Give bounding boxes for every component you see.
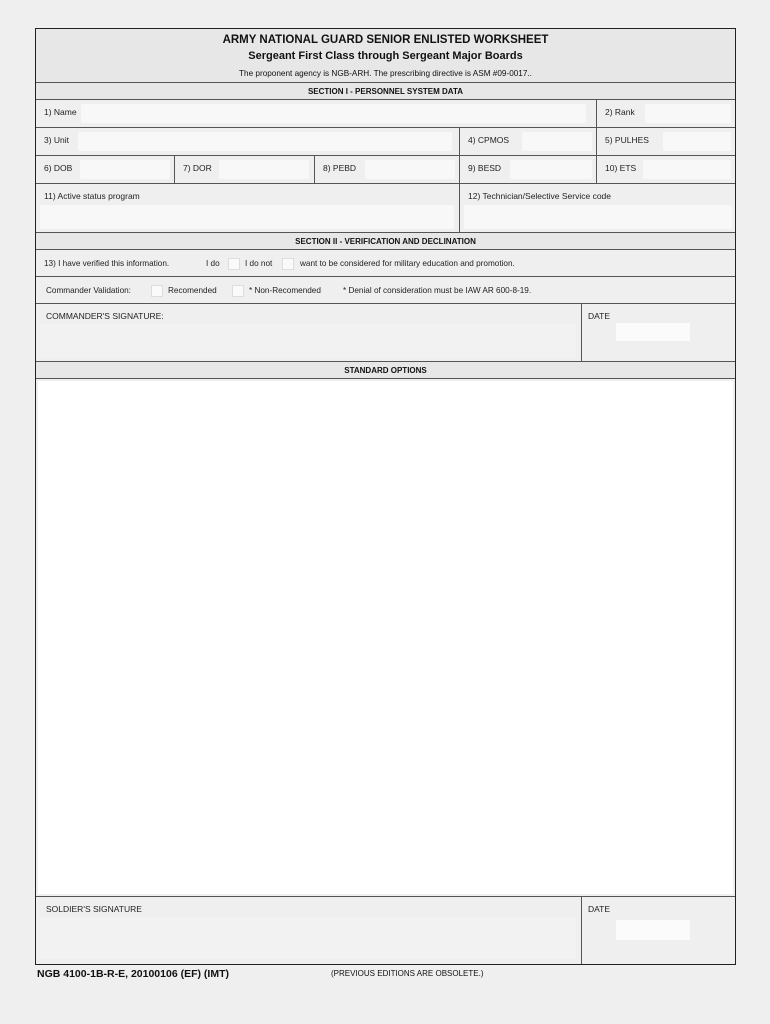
standard-options-area [36, 379, 735, 897]
dob-field[interactable] [80, 160, 170, 179]
pebd-cell [315, 156, 460, 183]
technician-label: 12) Technician/Selective Service code [468, 191, 612, 201]
i-do-not-checkbox[interactable] [282, 258, 294, 270]
ets-label: 10) ETS [605, 163, 637, 173]
pebd-label: 8) PEBD [323, 163, 357, 173]
recommended-checkbox[interactable] [151, 285, 163, 297]
section-1-header [36, 83, 735, 100]
row-status [36, 184, 735, 233]
obsolete-note: (PREVIOUS EDITIONS ARE OBSOLETE.) [331, 969, 484, 978]
form-header [36, 29, 735, 83]
unit-field[interactable] [78, 132, 452, 151]
i-do-not-label: I do not [245, 259, 273, 268]
worksheet-form [35, 28, 736, 965]
unit-cell [36, 128, 460, 155]
active-status-label: 11) Active status program [44, 191, 140, 201]
pulhes-cell [597, 128, 736, 155]
name-cell [36, 100, 597, 127]
standard-options-field[interactable] [38, 381, 733, 894]
recommended-label: Recomended [168, 286, 217, 295]
row-unit [36, 128, 735, 156]
section-2-title: SECTION II - VERIFICATION AND DECLINATION [295, 237, 476, 246]
soldier-date-cell [582, 897, 736, 964]
form-subtitle: Sergeant First Class through Sergeant Major Boards [248, 50, 523, 62]
rank-field[interactable] [645, 104, 731, 123]
verified-text: 13) I have verified this information. [44, 259, 170, 268]
dor-cell [175, 156, 315, 183]
name-field[interactable] [81, 104, 586, 123]
soldier-signature-label: SOLDIER'S SIGNATURE [46, 904, 142, 914]
soldier-signature-cell [36, 897, 582, 964]
soldier-date-label: DATE [588, 904, 611, 914]
ets-field[interactable] [643, 160, 731, 179]
section-1-title: SECTION I - PERSONNEL SYSTEM DATA [307, 87, 464, 96]
dob-label: 6) DOB [44, 163, 73, 173]
name-label: 1) Name [44, 107, 77, 117]
dor-field[interactable] [219, 160, 309, 179]
besd-cell [460, 156, 597, 183]
row-name-rank [36, 100, 735, 128]
cpmos-cell [460, 128, 597, 155]
row-soldier-signature [36, 897, 735, 964]
cmd-signature-cell [36, 304, 582, 361]
cmd-validation-label: Commander Validation: [46, 286, 131, 295]
active-status-field[interactable] [40, 205, 454, 229]
row-verification [36, 250, 735, 277]
cmd-date-cell [582, 304, 736, 361]
cmd-date-field[interactable] [616, 323, 690, 341]
i-do-label: I do [206, 259, 220, 268]
pulhes-label: 5) PULHES [605, 135, 649, 145]
row-commander-signature [36, 304, 735, 362]
cmd-signature-label: COMMANDER'S SIGNATURE: [46, 311, 164, 321]
non-recommended-label: * Non-Recomended [249, 286, 321, 295]
denial-note: * Denial of consideration must be IAW AR 600-8-19. [343, 286, 532, 295]
cmd-date-label: DATE [588, 311, 611, 321]
i-do-checkbox[interactable] [228, 258, 240, 270]
technician-cell [460, 184, 736, 232]
row-dates [36, 156, 735, 184]
rank-cell [597, 100, 736, 127]
cpmos-label: 4) CPMOS [468, 135, 510, 145]
dob-cell [36, 156, 175, 183]
standard-options-header [36, 362, 735, 379]
cpmos-field[interactable] [522, 132, 592, 151]
soldier-date-field[interactable] [616, 920, 690, 940]
cmd-signature-field[interactable] [40, 324, 576, 358]
ets-cell [597, 156, 736, 183]
pebd-field[interactable] [365, 160, 455, 179]
technician-field[interactable] [464, 205, 732, 229]
proponent-text: The proponent agency is NGB-ARH. The prescribing directive is ASM #09-0017.. [239, 69, 532, 78]
form-id: NGB 4100-1B-R-E, 20100106 (EF) (IMT) [37, 968, 229, 980]
non-recommended-checkbox[interactable] [232, 285, 244, 297]
unit-label: 3) Unit [44, 135, 70, 145]
besd-label: 9) BESD [468, 163, 502, 173]
want-text: want to be considered for military education and promotion. [300, 259, 515, 268]
form-title: ARMY NATIONAL GUARD SENIOR ENLISTED WORKSHEET [222, 34, 549, 46]
dor-label: 7) DOR [183, 163, 212, 173]
besd-field[interactable] [510, 160, 592, 179]
rank-label: 2) Rank [605, 107, 635, 117]
pulhes-field[interactable] [663, 132, 731, 151]
standard-options-title: STANDARD OPTIONS [344, 366, 427, 375]
active-status-cell [36, 184, 460, 232]
section-2-header [36, 233, 735, 250]
row-commander-validation [36, 277, 735, 304]
soldier-signature-field[interactable] [40, 917, 576, 959]
